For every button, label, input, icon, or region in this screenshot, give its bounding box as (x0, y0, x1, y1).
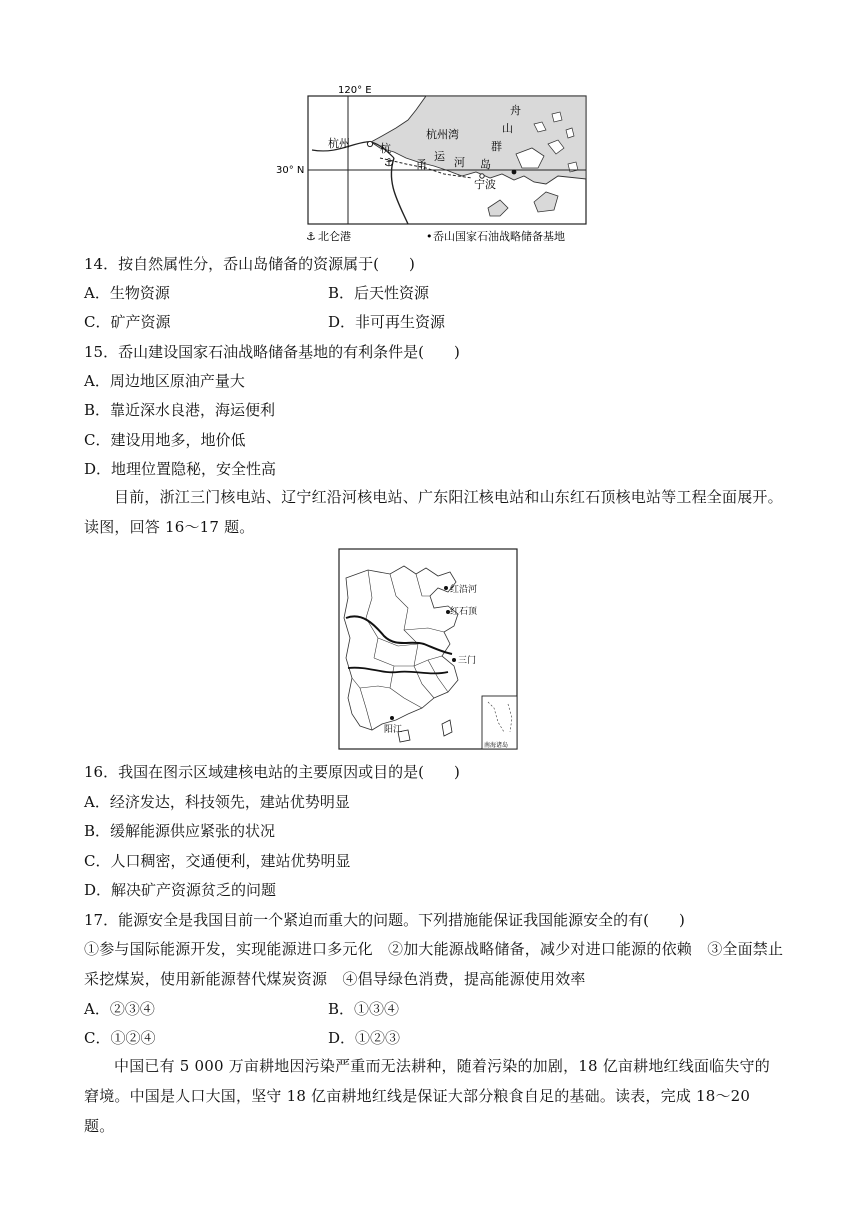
q17-option-d[interactable]: D．①②③ (328, 1029, 401, 1047)
q17-stem: 17．能源安全是我国目前一个紧迫而重大的问题。下列措施能保证我国能源安全的有( ) (84, 911, 685, 929)
site-dot-sanmen (452, 658, 456, 662)
aoshan-base-dot (512, 170, 517, 175)
q14-option-a[interactable]: A．生物资源 (84, 284, 170, 302)
label-hang: 杭 (380, 142, 391, 155)
label-hongyanhe: 红沿河 (450, 585, 478, 595)
label-ningbo: 宁波 (474, 178, 496, 191)
lon-label: 120° E (338, 85, 372, 96)
nuclear-plants-map (338, 548, 520, 752)
label-yong: 甬 (416, 158, 427, 171)
q16-option-a[interactable]: A．经济发达，科技领先，建站优势明显 (84, 793, 350, 811)
q14-option-d[interactable]: D．非可再生资源 (328, 313, 446, 331)
q16-option-b[interactable]: B．缓解能源供应紧张的状况 (84, 822, 276, 840)
beilun-port-icon: ⚓ (384, 156, 394, 169)
q16-option-d[interactable]: D．解决矿产资源贫乏的问题 (84, 881, 277, 899)
label-shan: 山 (502, 122, 513, 135)
hangzhou-dot (367, 141, 372, 146)
label-yun: 运 (434, 150, 445, 163)
q16-option-c[interactable]: C．人口稠密，交通便利，建站优势明显 (84, 852, 351, 870)
q17-option-b[interactable]: B．①③④ (328, 1000, 400, 1018)
inset-label: 南海诸岛 (484, 742, 509, 749)
legend-base-icon: • (426, 230, 433, 243)
label-hongshiding: 红石顶 (450, 607, 478, 617)
label-hangzhou-bay: 杭州湾 (426, 128, 459, 141)
q15-option-d[interactable]: D．地理位置隐秘，安全性高 (84, 460, 277, 478)
q16-stem: 16．我国在图示区域建核电站的主要原因或目的是( ) (84, 763, 460, 781)
q14-stem: 14．按自然属性分，岙山岛储备的资源属于( ) (84, 255, 415, 273)
legend-base-label: 岙山国家石油战略储备基地 (433, 230, 565, 243)
label-hangzhou: 杭州 (328, 137, 350, 150)
q15-option-b[interactable]: B．靠近深水良港，海运便利 (84, 401, 276, 419)
label-yangjiang: 阳江 (384, 725, 403, 735)
passage-nuclear: 目前，浙江三门核电站、辽宁红沿河核电站、广东阳江核电站和山东红石顶核电站等工程全面展开。读图，回答 16～17 题。 (84, 488, 783, 536)
q14-option-c[interactable]: C．矿产资源 (84, 313, 171, 331)
q15-stem: 15．岙山建设国家石油战略储备基地的有利条件是( ) (84, 343, 460, 361)
legend-port-label: 北仑港 (318, 230, 351, 243)
legend-port-icon: ⚓ (306, 230, 316, 243)
label-dao: 岛 (480, 158, 491, 171)
q17-option-a[interactable]: A．②③④ (84, 1000, 155, 1018)
label-sanmen: 三门 (458, 656, 477, 666)
q15-option-c[interactable]: C．建设用地多，地价低 (84, 431, 246, 449)
site-dot-yangjiang (390, 716, 394, 720)
passage-farmland: 中国已有 5 000 万亩耕地因污染严重而无法耕种，随着污染的加剧，18 亿亩耕地红线面临失守的窘境。中国是人口大国，坚守 18 亿亩耕地红线是保证大部分粮食自足的基础。读表，完成 18～20 题。 (84, 1057, 770, 1135)
q17-option-c[interactable]: C．①②④ (84, 1029, 156, 1047)
q17-statements: ①参与国际能源开发，实现能源进口多元化 ②加大能源战略储备，减少对进口能源的依赖 ③全面禁止采挖煤炭，使用新能源替代煤炭资源 ④倡导绿色消费，提高能源使用效率 (84, 940, 784, 988)
label-he: 河 (454, 156, 465, 169)
lat-label: 30° N (276, 165, 305, 176)
label-zhou: 舟 (510, 104, 521, 117)
hangzhou-bay-map (276, 84, 588, 244)
q14-option-b[interactable]: B．后天性资源 (328, 284, 430, 302)
q15-option-a[interactable]: A．周边地区原油产量大 (84, 372, 245, 390)
label-qun: 群 (491, 140, 502, 153)
site-dot-hongyanhe (444, 586, 448, 590)
